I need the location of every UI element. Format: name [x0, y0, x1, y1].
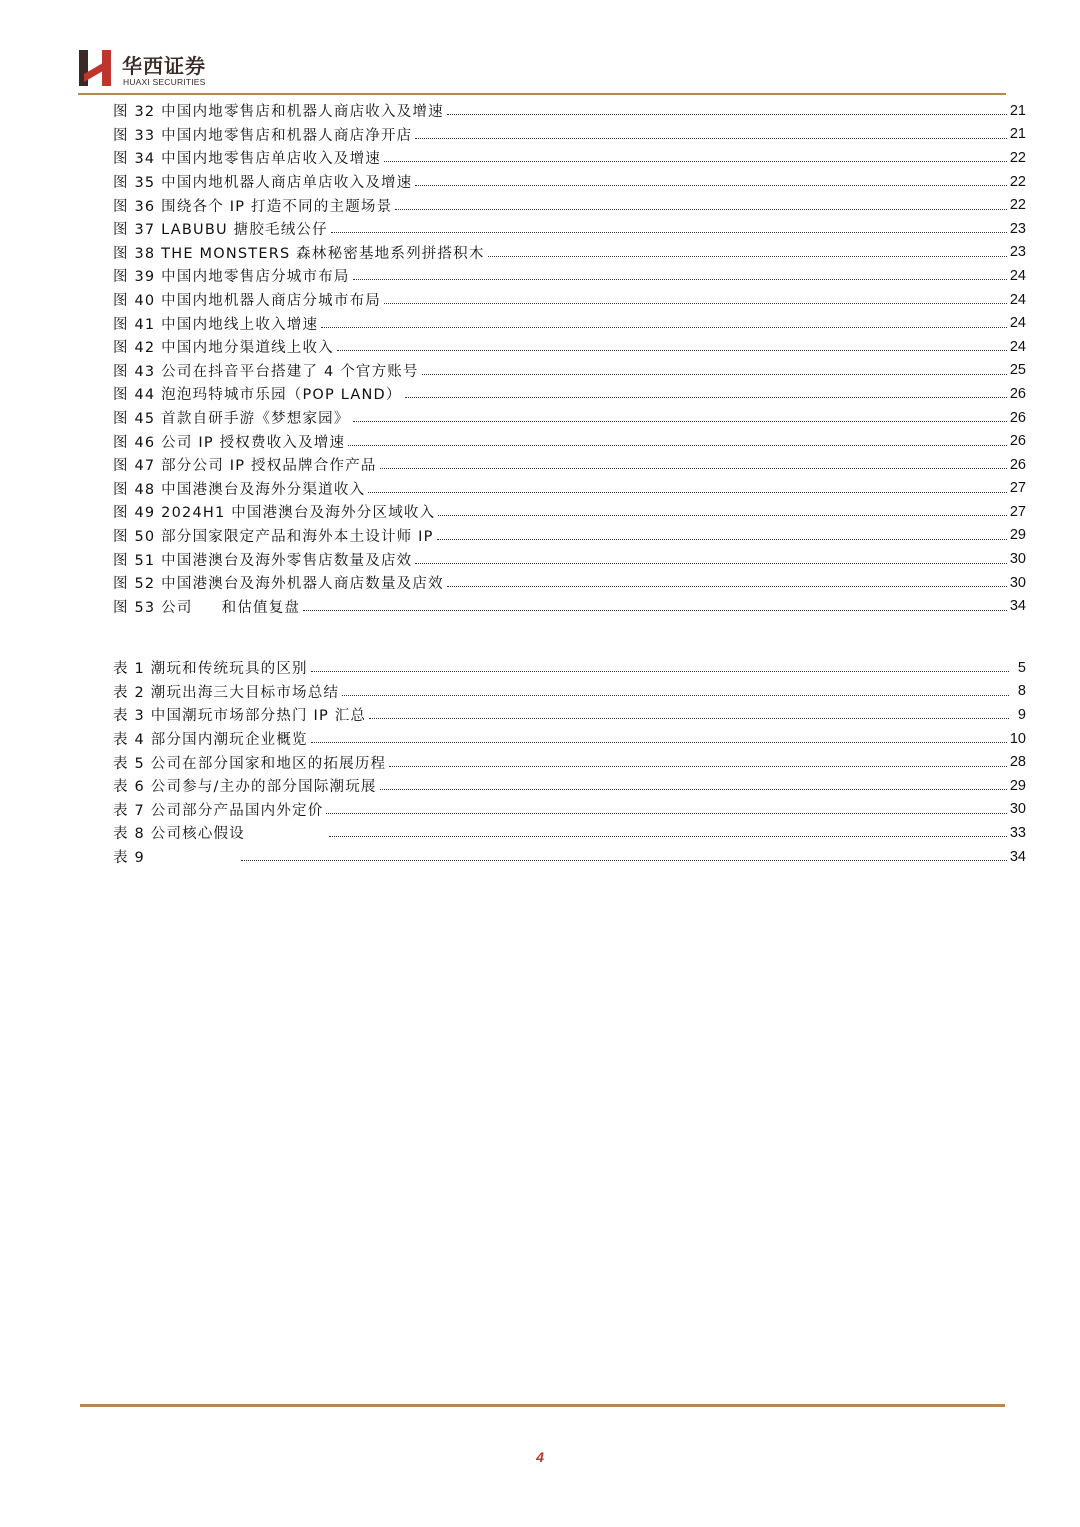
- toc-leader-dots: [348, 445, 1007, 446]
- toc-entry-page: 27: [1009, 480, 1026, 497]
- toc-leader-dots: [395, 209, 1007, 210]
- toc-entry-page: 22: [1009, 197, 1026, 214]
- figure-toc-entry[interactable]: [113, 500, 1026, 524]
- toc-entry-page: 29: [1009, 527, 1026, 544]
- toc-leader-dots: [368, 492, 1007, 493]
- toc-entry-title: 图 35 中国内地机器人商店单店收入及增速: [113, 175, 413, 192]
- toc-entry-title: 图 44 泡泡玛特城市乐园（POP LAND）: [113, 387, 402, 404]
- figure-toc-entry[interactable]: [113, 264, 1026, 288]
- toc-entry-page: 34: [1009, 598, 1026, 615]
- toc-entry-title: 表 1 潮玩和传统玩具的区别: [113, 661, 308, 678]
- toc-leader-dots: [303, 610, 1007, 611]
- toc-entry-title: 表 6 公司参与/主办的部分国际潮玩展: [113, 779, 377, 796]
- toc-leader-dots: [405, 397, 1007, 398]
- toc-entry-title: 图 38 THE MONSTERS 森林秘密基地系列拼搭积木: [113, 245, 485, 262]
- table-list: [113, 656, 1026, 868]
- toc-entry-page: 30: [1009, 801, 1026, 818]
- toc-entry-title: 表 2 潮玩出海三大目标市场总结: [113, 684, 340, 701]
- toc-leader-dots: [326, 813, 1006, 814]
- table-toc-entry[interactable]: [113, 750, 1026, 774]
- toc-leader-dots: [337, 350, 1007, 351]
- toc-entry-page: 9: [1017, 706, 1026, 723]
- toc-leader-dots: [321, 327, 1007, 328]
- toc-entry-title: 图 36 围绕各个 IP 打造不同的主题场景: [113, 198, 393, 215]
- toc-entry-title: 图 41 中国内地线上收入增速: [113, 316, 319, 333]
- toc-leader-dots: [389, 766, 1007, 767]
- figure-toc-entry[interactable]: [113, 524, 1026, 548]
- toc-entry-page: 30: [1009, 551, 1026, 568]
- toc-entry-page: 28: [1009, 754, 1026, 771]
- figure-toc-entry[interactable]: [113, 170, 1026, 194]
- page-number: 4: [536, 1449, 544, 1465]
- toc-entry-title: 图 42 中国内地分渠道线上收入: [113, 340, 334, 357]
- toc-leader-dots: [331, 232, 1007, 233]
- toc-entry-title: 表 4 部分国内潮玩企业概览: [113, 732, 308, 749]
- toc-entry-title: 图 49 2024H1 中国港澳台及海外分区域收入: [113, 505, 436, 522]
- toc-leader-dots: [438, 515, 1007, 516]
- toc-entry-title: 表 8 公司核心假设: [113, 826, 327, 843]
- figure-toc-entry[interactable]: [113, 193, 1026, 217]
- toc-leader-dots: [384, 161, 1007, 162]
- toc-leader-dots: [380, 468, 1007, 469]
- brand-name-en: HUAXI SECURITIES: [123, 77, 206, 87]
- table-toc-entry[interactable]: [113, 774, 1026, 798]
- toc-entry-title: 图 33 中国内地零售店和机器人商店净开店: [113, 127, 413, 144]
- toc-entry-title: 图 37 LABUBU 搪胶毛绒公仔: [113, 222, 328, 239]
- figure-toc-entry[interactable]: [113, 571, 1026, 595]
- toc-entry-page: 22: [1009, 173, 1026, 190]
- figure-toc-entry[interactable]: [113, 429, 1026, 453]
- figure-toc-entry[interactable]: [113, 99, 1026, 123]
- figure-toc-entry[interactable]: [113, 359, 1026, 383]
- toc-entry-page: 22: [1009, 149, 1026, 166]
- toc-leader-dots: [447, 114, 1007, 115]
- figure-toc-entry[interactable]: [113, 311, 1026, 335]
- toc-entry-page: 24: [1009, 315, 1026, 332]
- toc-entry-page: 21: [1009, 126, 1026, 143]
- toc-entry-page: 21: [1009, 102, 1026, 119]
- toc-entry-page: 30: [1009, 574, 1026, 591]
- table-toc-entry[interactable]: [113, 821, 1026, 845]
- toc-entry-page: 26: [1009, 409, 1026, 426]
- header-divider: [78, 93, 1006, 95]
- toc-entry-title: 图 51 中国港澳台及海外零售店数量及店效: [113, 552, 413, 569]
- table-toc-entry[interactable]: [113, 727, 1026, 751]
- toc-entry-page: 10: [1009, 730, 1026, 747]
- toc-entry-page: 26: [1009, 385, 1026, 402]
- toc-entry-title: 图 40 中国内地机器人商店分城市布局: [113, 293, 381, 310]
- toc-entry-title: 表 3 中国潮玩市场部分热门 IP 汇总: [113, 708, 367, 725]
- toc-entry-page: 23: [1009, 220, 1026, 237]
- toc-leader-dots: [380, 789, 1007, 790]
- figure-toc-entry[interactable]: [113, 406, 1026, 430]
- toc-entry-title: 图 34 中国内地零售店单店收入及增速: [113, 151, 381, 168]
- figure-toc-entry[interactable]: [113, 288, 1026, 312]
- table-toc-entry[interactable]: [113, 703, 1026, 727]
- toc-entry-title: 图 39 中国内地零售店分城市布局: [113, 269, 350, 286]
- toc-entry-page: 24: [1009, 338, 1026, 355]
- toc-entry-page: 23: [1009, 244, 1026, 261]
- toc-entry-page: 5: [1017, 659, 1026, 676]
- toc-leader-dots: [488, 256, 1007, 257]
- toc-entry-title: 图 52 中国港澳台及海外机器人商店数量及店效: [113, 576, 444, 593]
- table-toc-entry[interactable]: [113, 680, 1026, 704]
- figure-toc-entry[interactable]: [113, 382, 1026, 406]
- toc-entry-page: 29: [1009, 777, 1026, 794]
- toc-leader-dots: [447, 586, 1007, 587]
- toc-entry-page: 26: [1009, 456, 1026, 473]
- figure-toc-entry[interactable]: [113, 241, 1026, 265]
- toc-leader-dots: [241, 860, 1007, 861]
- huaxi-h-logo-icon: [78, 48, 114, 88]
- toc-leader-dots: [329, 836, 1007, 837]
- toc-entry-page: 33: [1009, 824, 1026, 841]
- figure-toc-entry[interactable]: [113, 547, 1026, 571]
- toc-leader-dots: [369, 718, 1009, 719]
- toc-entry-title: 图 48 中国港澳台及海外分渠道收入: [113, 481, 366, 498]
- toc-leader-dots: [311, 671, 1009, 672]
- table-toc-entry[interactable]: [113, 656, 1026, 680]
- toc-entry-title: 图 47 部分公司 IP 授权品牌合作产品: [113, 458, 377, 475]
- footer-divider: [80, 1404, 1005, 1407]
- toc-leader-dots: [437, 539, 1007, 540]
- toc-entry-title: 表 5 公司在部分国家和地区的拓展历程: [113, 755, 387, 772]
- toc-leader-dots: [353, 421, 1007, 422]
- toc-entry-page: 34: [1009, 848, 1026, 865]
- figure-toc-entry[interactable]: [113, 453, 1026, 477]
- toc-entry-page: 24: [1009, 291, 1026, 308]
- toc-entry-page: 25: [1009, 362, 1026, 379]
- toc-leader-dots: [353, 279, 1007, 280]
- toc-entry-title: 表 7 公司部分产品国内外定价: [113, 802, 324, 819]
- toc-leader-dots: [415, 563, 1006, 564]
- toc-entry-title: 图 32 中国内地零售店和机器人商店收入及增速: [113, 104, 444, 121]
- toc-entry-title: 图 46 公司 IP 授权费收入及增速: [113, 434, 346, 451]
- toc-entry-title: 图 43 公司在抖音平台搭建了 4 个官方账号: [113, 363, 419, 380]
- toc-entry-page: 24: [1009, 267, 1026, 284]
- figure-toc-entry[interactable]: [113, 335, 1026, 359]
- toc-entry-page: 27: [1009, 503, 1026, 520]
- toc-leader-dots: [342, 695, 1009, 696]
- toc-leader-dots: [384, 303, 1007, 304]
- toc-leader-dots: [415, 185, 1006, 186]
- figure-toc-entry[interactable]: [113, 477, 1026, 501]
- toc-entry-title: 图 45 首款自研手游《梦想家园》: [113, 411, 350, 428]
- toc-leader-dots: [422, 374, 1007, 375]
- toc-entry-page: 26: [1009, 433, 1026, 450]
- table-toc-entry[interactable]: [113, 798, 1026, 822]
- toc-entry-page: 8: [1017, 683, 1026, 700]
- figure-toc-entry[interactable]: [113, 146, 1026, 170]
- toc-leader-dots: [311, 742, 1007, 743]
- brand-name-cn: 华西证券: [122, 54, 206, 78]
- figure-toc-entry[interactable]: [113, 594, 1026, 618]
- figure-toc-entry[interactable]: [113, 217, 1026, 241]
- toc-entry-title: 图 53 公司 和估值复盘: [113, 599, 301, 616]
- toc-entry-title: 图 50 部分国家限定产品和海外本土设计师 IP: [113, 528, 434, 545]
- figure-toc-entry[interactable]: [113, 123, 1026, 147]
- figure-list: [113, 99, 1026, 618]
- toc-entry-title: 表 9: [113, 850, 238, 867]
- table-toc-entry[interactable]: [113, 845, 1026, 869]
- toc-leader-dots: [415, 138, 1006, 139]
